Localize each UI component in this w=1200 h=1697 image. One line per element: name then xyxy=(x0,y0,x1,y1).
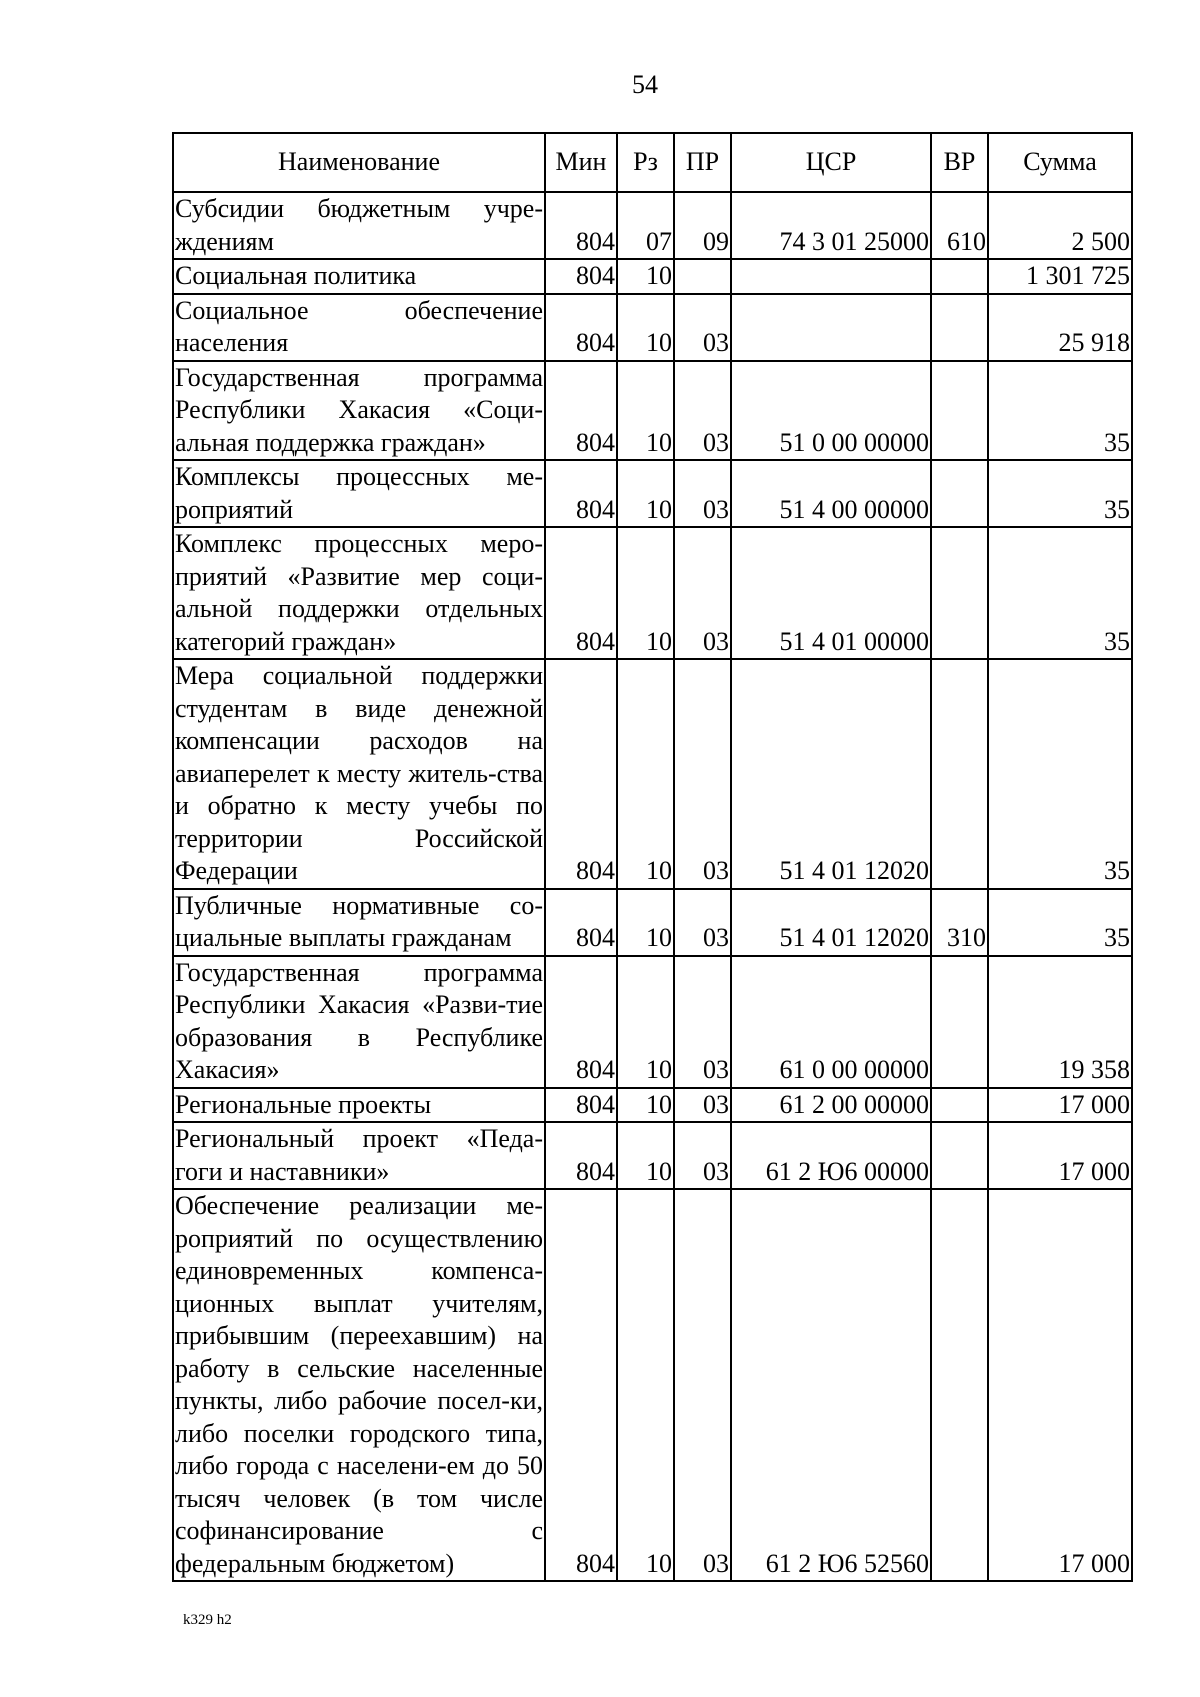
table-row xyxy=(173,259,1132,294)
cell-name: Государственная программа Республики Хакасия «Разви-тие образования в Республике Хакасия» xyxy=(173,956,545,1088)
cell-csr: 51 4 01 12020 xyxy=(731,889,931,956)
cell-csr: 74 3 01 25000 xyxy=(731,192,931,259)
cell-rz: 10 xyxy=(617,527,674,659)
cell-min: 804 xyxy=(545,1088,617,1123)
cell-csr xyxy=(731,294,931,361)
cell-name: Комплексы процессных ме-роприятий xyxy=(173,460,545,527)
cell-sum: 35 xyxy=(988,361,1132,461)
table-row xyxy=(173,956,1132,1088)
cell-name: Региональный проект «Педа-гоги и наставники» xyxy=(173,1122,545,1189)
cell-vr: 310 xyxy=(931,889,988,956)
table-row xyxy=(173,294,1132,361)
cell-rz: 10 xyxy=(617,294,674,361)
cell-vr: 610 xyxy=(931,192,988,259)
cell-rz: 10 xyxy=(617,1189,674,1581)
cell-min: 804 xyxy=(545,659,617,889)
cell-pr: 03 xyxy=(674,460,731,527)
header-csr: ЦСР xyxy=(731,133,931,192)
cell-sum: 19 358 xyxy=(988,956,1132,1088)
cell-rz: 10 xyxy=(617,460,674,527)
header-name: Наименование xyxy=(173,133,545,192)
cell-sum: 25 918 xyxy=(988,294,1132,361)
cell-min: 804 xyxy=(545,259,617,294)
cell-min: 804 xyxy=(545,1189,617,1581)
footer-code: k329 h2 xyxy=(183,1612,232,1628)
cell-sum: 35 xyxy=(988,659,1132,889)
cell-pr: 09 xyxy=(674,192,731,259)
table-row xyxy=(173,1088,1132,1123)
table-row xyxy=(173,460,1132,527)
cell-pr: 03 xyxy=(674,294,731,361)
cell-name: Комплекс процессных меро-приятий «Развитие мер соци-альной поддержки отдельных категорий граждан» xyxy=(173,527,545,659)
cell-rz: 07 xyxy=(617,192,674,259)
cell-vr xyxy=(931,659,988,889)
cell-vr xyxy=(931,527,988,659)
cell-name: Обеспечение реализации ме-роприятий по осуществлению единовременных компенса-ционных выплат учителям, прибывшим (переехавшим) на работу в сельские населенные пункты, либо рабочие посел-ки, либо поселки городского типа, либо города с населени-ем до 50 тысяч человек (в том числе софинансирование с федеральным бюджетом) xyxy=(173,1189,545,1581)
cell-sum: 17 000 xyxy=(988,1189,1132,1581)
cell-csr: 61 2 00 00000 xyxy=(731,1088,931,1123)
cell-name: Субсидии бюджетным учре-ждениям xyxy=(173,192,545,259)
cell-pr: 03 xyxy=(674,956,731,1088)
cell-name: Социальная политика xyxy=(173,259,545,294)
cell-sum: 35 xyxy=(988,460,1132,527)
cell-pr: 03 xyxy=(674,889,731,956)
cell-rz: 10 xyxy=(617,361,674,461)
table-row xyxy=(173,1122,1132,1189)
cell-csr: 51 4 01 12020 xyxy=(731,659,931,889)
table-row xyxy=(173,361,1132,461)
page-number: 54 xyxy=(632,70,658,99)
cell-min: 804 xyxy=(545,294,617,361)
header-rz: Рз xyxy=(617,133,674,192)
cell-csr: 61 0 00 00000 xyxy=(731,956,931,1088)
header-vr: ВР xyxy=(931,133,988,192)
cell-csr xyxy=(731,259,931,294)
cell-vr xyxy=(931,294,988,361)
header-min: Мин xyxy=(545,133,617,192)
cell-vr xyxy=(931,460,988,527)
cell-rz: 10 xyxy=(617,259,674,294)
cell-pr: 03 xyxy=(674,1088,731,1123)
cell-rz: 10 xyxy=(617,1122,674,1189)
cell-min: 804 xyxy=(545,192,617,259)
table-row xyxy=(173,1189,1132,1581)
cell-min: 804 xyxy=(545,361,617,461)
cell-pr: 03 xyxy=(674,1122,731,1189)
cell-name: Публичные нормативные со-циальные выплаты гражданам xyxy=(173,889,545,956)
cell-sum: 17 000 xyxy=(988,1088,1132,1123)
cell-min: 804 xyxy=(545,889,617,956)
cell-vr xyxy=(931,259,988,294)
cell-csr: 51 4 01 00000 xyxy=(731,527,931,659)
table-row xyxy=(173,527,1132,659)
cell-pr: 03 xyxy=(674,1189,731,1581)
cell-rz: 10 xyxy=(617,659,674,889)
cell-min: 804 xyxy=(545,956,617,1088)
cell-name: Социальное обеспечение населения xyxy=(173,294,545,361)
cell-rz: 10 xyxy=(617,889,674,956)
table-row xyxy=(173,889,1132,956)
table-header-row xyxy=(173,133,1132,192)
cell-csr: 61 2 Ю6 52560 xyxy=(731,1189,931,1581)
cell-pr: 03 xyxy=(674,361,731,461)
cell-csr: 51 0 00 00000 xyxy=(731,361,931,461)
cell-min: 804 xyxy=(545,527,617,659)
budget-table xyxy=(172,132,1133,1582)
cell-min: 804 xyxy=(545,1122,617,1189)
cell-name: Региональные проекты xyxy=(173,1088,545,1123)
cell-vr xyxy=(931,361,988,461)
table-row xyxy=(173,659,1132,889)
header-pr: ПР xyxy=(674,133,731,192)
cell-sum: 35 xyxy=(988,889,1132,956)
cell-rz: 10 xyxy=(617,1088,674,1123)
cell-csr: 51 4 00 00000 xyxy=(731,460,931,527)
cell-sum: 17 000 xyxy=(988,1122,1132,1189)
cell-sum: 35 xyxy=(988,527,1132,659)
cell-pr xyxy=(674,259,731,294)
cell-name: Государственная программа Республики Хакасия «Соци-альная поддержка граждан» xyxy=(173,361,545,461)
cell-min: 804 xyxy=(545,460,617,527)
cell-pr: 03 xyxy=(674,527,731,659)
table-row xyxy=(173,192,1132,259)
cell-sum: 2 500 xyxy=(988,192,1132,259)
cell-vr xyxy=(931,1088,988,1123)
cell-name: Мера социальной поддержки студентам в виде денежной компенсации расходов на авиаперелет к месту житель-ства и обратно к месту учебы по территории Российской Федерации xyxy=(173,659,545,889)
cell-vr xyxy=(931,1122,988,1189)
cell-vr xyxy=(931,956,988,1088)
header-sum: Сумма xyxy=(988,133,1132,192)
cell-csr: 61 2 Ю6 00000 xyxy=(731,1122,931,1189)
cell-vr xyxy=(931,1189,988,1581)
cell-rz: 10 xyxy=(617,956,674,1088)
cell-sum: 1 301 725 xyxy=(988,259,1132,294)
cell-pr: 03 xyxy=(674,659,731,889)
